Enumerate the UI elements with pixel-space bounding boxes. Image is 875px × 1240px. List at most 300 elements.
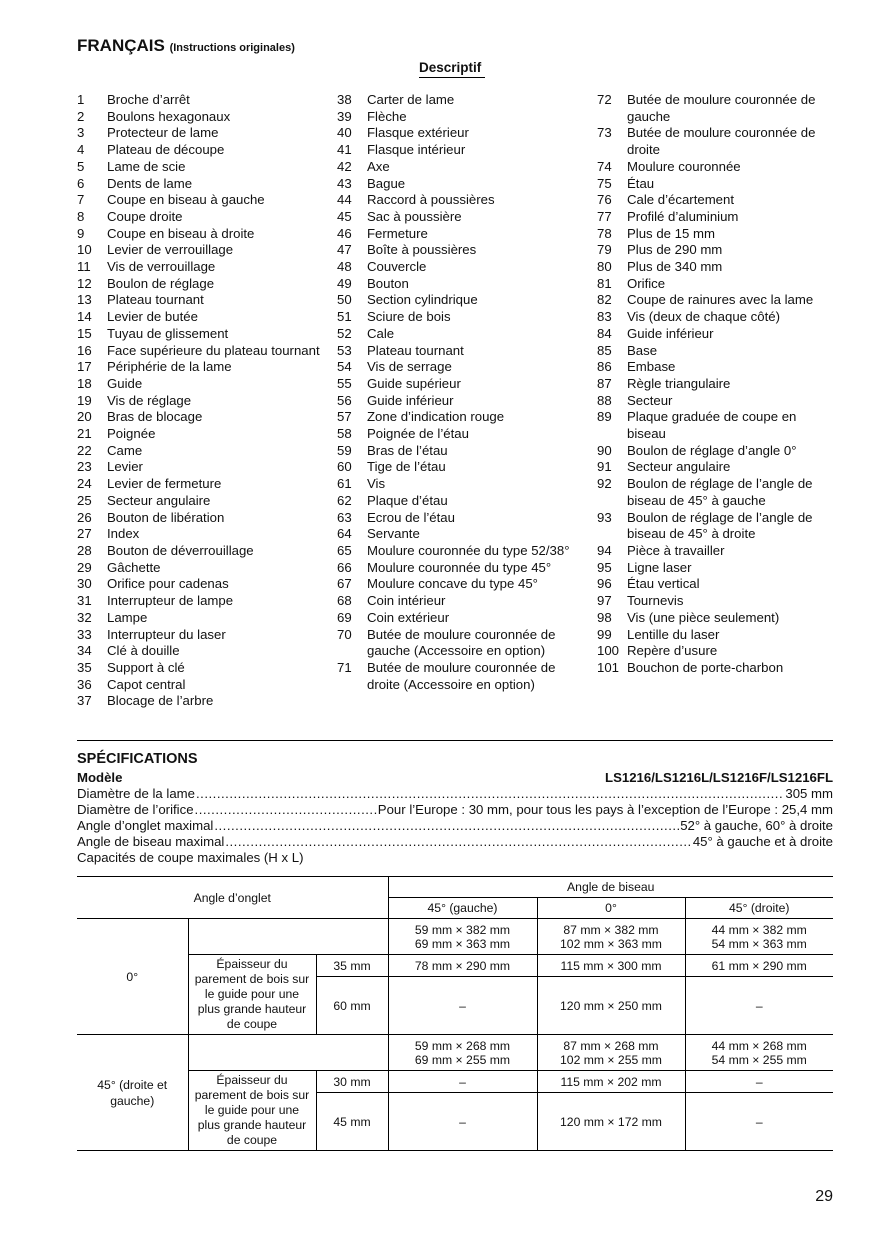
part-label: Butée de moulure couronnée de droite (Accessoire en option) bbox=[367, 659, 556, 692]
part-item bbox=[337, 159, 587, 176]
bevel-col-center: 0° bbox=[537, 898, 685, 919]
part-label: Étau vertical bbox=[627, 576, 700, 592]
part-item bbox=[77, 643, 327, 660]
part-item bbox=[337, 393, 587, 410]
part-number: 85 bbox=[597, 342, 612, 358]
part-item bbox=[337, 109, 587, 126]
part-item bbox=[77, 426, 327, 443]
part-label: Sciure de bois bbox=[367, 309, 451, 325]
part-item bbox=[597, 226, 833, 243]
part-label: Repère d’usure bbox=[627, 643, 718, 659]
part-label: Dents de lame bbox=[107, 175, 193, 191]
part-number: 27 bbox=[77, 526, 92, 542]
specifications-title: SPÉCIFICATIONS bbox=[77, 751, 198, 767]
miter-angle-0: 0° bbox=[77, 919, 188, 1035]
part-item bbox=[77, 693, 327, 710]
part-item bbox=[337, 309, 587, 326]
part-item bbox=[337, 242, 587, 259]
part-item bbox=[77, 627, 327, 644]
part-number: 101 bbox=[597, 659, 620, 675]
part-item bbox=[77, 142, 327, 159]
part-label: Butée de moulure couronnée de gauche (Accessoire en option) bbox=[367, 626, 556, 659]
part-label: Poignée de l’étau bbox=[367, 426, 469, 442]
part-item bbox=[337, 443, 587, 460]
part-item bbox=[77, 242, 327, 259]
part-item bbox=[77, 109, 327, 126]
part-item bbox=[77, 443, 327, 460]
part-number: 77 bbox=[597, 208, 612, 224]
part-number: 61 bbox=[337, 476, 352, 492]
part-item bbox=[597, 276, 833, 293]
part-item bbox=[597, 176, 833, 193]
language-title: FRANÇAIS bbox=[77, 36, 165, 55]
part-label: Bouton bbox=[367, 275, 409, 291]
part-number: 55 bbox=[337, 375, 352, 391]
part-label: Support à clé bbox=[107, 659, 185, 675]
part-item bbox=[77, 209, 327, 226]
part-item bbox=[337, 610, 587, 627]
part-number: 43 bbox=[337, 175, 352, 191]
capacity-cell: 120 mm × 250 mm bbox=[537, 977, 685, 1035]
part-number: 46 bbox=[337, 225, 352, 241]
spec-label: Angle de biseau maximal bbox=[77, 834, 225, 849]
part-label: Interrupteur de lampe bbox=[107, 593, 234, 609]
part-item bbox=[77, 176, 327, 193]
capacity-cell: 44 mm × 382 mm 54 mm × 363 mm bbox=[685, 919, 833, 955]
part-label: Coupe en biseau à droite bbox=[107, 225, 255, 241]
parts-column-2 bbox=[337, 92, 587, 693]
part-item bbox=[77, 409, 327, 426]
part-label: Bras de l’étau bbox=[367, 442, 448, 458]
part-item bbox=[597, 209, 833, 226]
part-label: Moulure couronnée bbox=[627, 158, 741, 174]
part-label: Plus de 340 mm bbox=[627, 259, 723, 275]
model-row bbox=[77, 770, 833, 786]
part-number: 51 bbox=[337, 309, 352, 325]
capacity-cell: 59 mm × 382 mm 69 mm × 363 mm bbox=[388, 919, 537, 955]
part-item bbox=[337, 125, 587, 142]
part-number: 18 bbox=[77, 375, 92, 391]
part-label: Boulon de réglage d’angle 0° bbox=[627, 442, 797, 458]
part-number: 38 bbox=[337, 92, 352, 107]
part-number: 1 bbox=[77, 92, 85, 107]
capacity-cell: 87 mm × 382 mm 102 mm × 363 mm bbox=[537, 919, 685, 955]
part-item bbox=[597, 259, 833, 276]
capacity-cell: – bbox=[685, 1071, 833, 1093]
part-number: 82 bbox=[597, 292, 612, 308]
part-item bbox=[77, 560, 327, 577]
facing-thickness: 30 mm bbox=[316, 1071, 388, 1093]
part-number: 39 bbox=[337, 108, 352, 124]
part-item bbox=[597, 242, 833, 259]
part-item bbox=[597, 643, 833, 660]
part-label: Zone d’indication rouge bbox=[367, 409, 505, 425]
part-item bbox=[337, 259, 587, 276]
part-label: Cale d’écartement bbox=[627, 192, 735, 208]
capacities-label: Capacités de coupe maximales (H x L) bbox=[77, 850, 304, 865]
part-number: 26 bbox=[77, 509, 92, 525]
bevel-angle-header: Angle de biseau bbox=[388, 877, 833, 898]
part-label: Coin intérieur bbox=[367, 593, 446, 609]
part-label: Embase bbox=[627, 359, 676, 375]
part-number: 64 bbox=[337, 526, 352, 542]
part-label: Étau bbox=[627, 175, 655, 191]
part-item bbox=[597, 92, 833, 125]
part-item bbox=[337, 226, 587, 243]
page-number: 29 bbox=[815, 1188, 833, 1205]
part-number: 53 bbox=[337, 342, 352, 358]
part-item bbox=[77, 309, 327, 326]
capacity-cell: – bbox=[388, 1071, 537, 1093]
part-label: Index bbox=[107, 526, 140, 542]
part-label: Vis de verrouillage bbox=[107, 259, 216, 275]
part-item bbox=[597, 192, 833, 209]
part-number: 58 bbox=[337, 426, 352, 442]
part-item bbox=[77, 677, 327, 694]
part-item bbox=[337, 543, 587, 560]
part-label: Orifice bbox=[627, 275, 666, 291]
part-number: 25 bbox=[77, 492, 92, 508]
part-label: Plateau tournant bbox=[367, 342, 464, 358]
capacity-cell: 115 mm × 300 mm bbox=[537, 955, 685, 977]
part-label: Servante bbox=[367, 526, 420, 542]
part-item bbox=[597, 292, 833, 309]
part-item bbox=[77, 610, 327, 627]
part-label: Tige de l’étau bbox=[367, 459, 446, 475]
part-number: 76 bbox=[597, 192, 612, 208]
part-number: 52 bbox=[337, 325, 352, 341]
part-label: Guide inférieur bbox=[627, 325, 714, 341]
part-number: 59 bbox=[337, 442, 352, 458]
spec-label: Diamètre de la lame bbox=[77, 786, 196, 801]
part-item bbox=[77, 226, 327, 243]
part-item bbox=[337, 593, 587, 610]
part-label: Moulure couronnée du type 52/38° bbox=[367, 542, 570, 558]
part-number: 72 bbox=[597, 92, 612, 107]
part-number: 100 bbox=[597, 643, 620, 659]
part-item bbox=[77, 159, 327, 176]
part-number: 31 bbox=[77, 593, 92, 609]
miter-angle-45: 45° (droite et gauche) bbox=[77, 1035, 188, 1151]
part-item bbox=[77, 476, 327, 493]
part-label: Lentille du laser bbox=[627, 626, 720, 642]
part-number: 48 bbox=[337, 259, 352, 275]
part-number: 13 bbox=[77, 292, 92, 308]
part-number: 28 bbox=[77, 542, 92, 558]
part-label: Butée de moulure couronnée de gauche bbox=[627, 92, 816, 124]
spec-label: Diamètre de l’orifice bbox=[77, 802, 194, 817]
part-item bbox=[337, 292, 587, 309]
part-number: 93 bbox=[597, 509, 612, 525]
capacity-cell: – bbox=[388, 1093, 537, 1151]
part-item bbox=[77, 259, 327, 276]
part-label: Came bbox=[107, 442, 143, 458]
part-label: Levier de butée bbox=[107, 309, 198, 325]
part-label: Flèche bbox=[367, 108, 407, 124]
part-number: 20 bbox=[77, 409, 92, 425]
part-item bbox=[77, 593, 327, 610]
part-label: Bague bbox=[367, 175, 406, 191]
part-number: 66 bbox=[337, 559, 352, 575]
specifications-list bbox=[77, 770, 833, 866]
capacity-cell: 120 mm × 172 mm bbox=[537, 1093, 685, 1151]
part-label: Boulon de réglage bbox=[107, 275, 215, 291]
part-number: 5 bbox=[77, 158, 85, 174]
part-number: 37 bbox=[77, 693, 92, 709]
capacity-cell: – bbox=[388, 977, 537, 1035]
part-number: 60 bbox=[337, 459, 352, 475]
part-number: 47 bbox=[337, 242, 352, 258]
part-item bbox=[597, 560, 833, 577]
part-label: Moulure concave du type 45° bbox=[367, 576, 538, 592]
part-number: 15 bbox=[77, 325, 92, 341]
part-label: Boulon de réglage de l’angle de biseau de 45° à gauche bbox=[627, 476, 813, 508]
part-label: Flasque extérieur bbox=[367, 125, 469, 141]
part-number: 78 bbox=[597, 225, 612, 241]
capacity-cell: 115 mm × 202 mm bbox=[537, 1071, 685, 1093]
part-number: 21 bbox=[77, 426, 92, 442]
part-label: Plus de 290 mm bbox=[627, 242, 723, 258]
part-number: 56 bbox=[337, 392, 352, 408]
part-number: 83 bbox=[597, 309, 612, 325]
part-number: 94 bbox=[597, 542, 612, 558]
part-item bbox=[337, 343, 587, 360]
part-label: Secteur angulaire bbox=[107, 492, 211, 508]
bevel-col-right: 45° (droite) bbox=[685, 898, 833, 919]
part-label: Bouchon de porte-charbon bbox=[627, 659, 784, 675]
part-label: Couvercle bbox=[367, 259, 427, 275]
part-number: 41 bbox=[337, 142, 352, 158]
part-label: Coin extérieur bbox=[367, 609, 450, 625]
part-item bbox=[337, 92, 587, 109]
part-item bbox=[77, 359, 327, 376]
part-number: 9 bbox=[77, 225, 85, 241]
descriptif-title: Descriptif bbox=[419, 60, 485, 78]
part-number: 17 bbox=[77, 359, 92, 375]
part-item bbox=[597, 610, 833, 627]
part-label: Lampe bbox=[107, 609, 148, 625]
part-number: 22 bbox=[77, 442, 92, 458]
parts-column-3 bbox=[597, 92, 833, 677]
spec-value: 305 mm bbox=[785, 786, 833, 801]
part-number: 63 bbox=[337, 509, 352, 525]
part-label: Tournevis bbox=[627, 593, 684, 609]
part-number: 62 bbox=[337, 492, 352, 508]
part-label: Plaque graduée de coupe en biseau bbox=[627, 409, 797, 442]
spec-row bbox=[77, 786, 833, 802]
part-label: Boulons hexagonaux bbox=[107, 108, 231, 124]
part-number: 68 bbox=[337, 593, 352, 609]
part-label: Guide inférieur bbox=[367, 392, 454, 408]
part-label: Coupe de rainures avec la lame bbox=[627, 292, 814, 308]
part-item bbox=[337, 192, 587, 209]
part-number: 67 bbox=[337, 576, 352, 592]
part-number: 89 bbox=[597, 409, 612, 425]
part-label: Pièce à travailler bbox=[627, 542, 725, 558]
part-item bbox=[597, 409, 833, 442]
spec-label: Angle d’onglet maximal bbox=[77, 818, 214, 833]
part-label: Bras de blocage bbox=[107, 409, 203, 425]
part-item bbox=[77, 660, 327, 677]
part-item bbox=[77, 276, 327, 293]
part-item bbox=[597, 593, 833, 610]
part-number: 69 bbox=[337, 609, 352, 625]
bevel-col-left: 45° (gauche) bbox=[388, 898, 537, 919]
part-label: Coupe droite bbox=[107, 208, 183, 224]
part-label: Protecteur de lame bbox=[107, 125, 219, 141]
part-number: 8 bbox=[77, 208, 85, 224]
spec-row bbox=[77, 834, 833, 850]
part-label: Tuyau de glissement bbox=[107, 325, 229, 341]
part-number: 92 bbox=[597, 476, 612, 492]
part-number: 81 bbox=[597, 275, 612, 291]
part-label: Vis (une pièce seulement) bbox=[627, 609, 780, 625]
part-number: 71 bbox=[337, 659, 352, 675]
part-label: Plus de 15 mm bbox=[627, 225, 715, 241]
part-label: Vis bbox=[367, 476, 386, 492]
part-item bbox=[77, 459, 327, 476]
part-number: 50 bbox=[337, 292, 352, 308]
part-item bbox=[597, 443, 833, 460]
part-number: 97 bbox=[597, 593, 612, 609]
part-label: Secteur angulaire bbox=[627, 459, 731, 475]
part-label: Fermeture bbox=[367, 225, 428, 241]
part-item bbox=[597, 359, 833, 376]
part-item bbox=[597, 459, 833, 476]
part-label: Vis de réglage bbox=[107, 392, 192, 408]
part-number: 96 bbox=[597, 576, 612, 592]
part-item bbox=[597, 627, 833, 644]
part-label: Interrupteur du laser bbox=[107, 626, 226, 642]
part-number: 33 bbox=[77, 626, 92, 642]
part-label: Profilé d’aluminium bbox=[627, 208, 739, 224]
part-number: 12 bbox=[77, 275, 92, 291]
part-label: Axe bbox=[367, 158, 390, 174]
part-number: 30 bbox=[77, 576, 92, 592]
part-number: 6 bbox=[77, 175, 85, 191]
part-label: Levier bbox=[107, 459, 143, 475]
part-number: 29 bbox=[77, 559, 92, 575]
capacity-cell: 78 mm × 290 mm bbox=[388, 955, 537, 977]
part-item bbox=[337, 510, 587, 527]
part-item bbox=[77, 543, 327, 560]
part-item bbox=[337, 376, 587, 393]
spec-row bbox=[77, 802, 833, 818]
part-label: Levier de verrouillage bbox=[107, 242, 234, 258]
part-item bbox=[337, 476, 587, 493]
part-label: Coupe en biseau à gauche bbox=[107, 192, 265, 208]
part-label: Secteur bbox=[627, 392, 673, 408]
part-number: 42 bbox=[337, 158, 352, 174]
part-label: Lame de scie bbox=[107, 158, 186, 174]
part-label: Plateau tournant bbox=[107, 292, 204, 308]
part-label: Capot central bbox=[107, 676, 186, 692]
part-item bbox=[597, 476, 833, 509]
part-item bbox=[77, 393, 327, 410]
part-number: 11 bbox=[77, 259, 91, 275]
part-label: Base bbox=[627, 342, 658, 358]
part-label: Gâchette bbox=[107, 559, 161, 575]
part-number: 84 bbox=[597, 325, 612, 341]
spec-value: Pour l’Europe : 30 mm, pour tous les pays à l’exception de l’Europe : 25,4 mm bbox=[377, 802, 833, 817]
manual-page bbox=[77, 0, 833, 1240]
part-number: 45 bbox=[337, 208, 352, 224]
part-number: 35 bbox=[77, 659, 92, 675]
part-item bbox=[337, 142, 587, 159]
part-number: 49 bbox=[337, 275, 352, 291]
part-item bbox=[597, 660, 833, 677]
part-label: Périphérie de la lame bbox=[107, 359, 232, 375]
part-item bbox=[597, 576, 833, 593]
part-item bbox=[77, 376, 327, 393]
part-label: Levier de fermeture bbox=[107, 476, 222, 492]
part-number: 80 bbox=[597, 259, 612, 275]
capacity-cell: 59 mm × 268 mm 69 mm × 255 mm bbox=[388, 1035, 537, 1071]
part-number: 34 bbox=[77, 643, 92, 659]
part-label: Butée de moulure couronnée de droite bbox=[627, 125, 816, 158]
part-item bbox=[77, 576, 327, 593]
part-item bbox=[337, 276, 587, 293]
part-item bbox=[597, 376, 833, 393]
part-item bbox=[597, 309, 833, 326]
part-item bbox=[337, 660, 587, 693]
part-label: Broche d’arrêt bbox=[107, 92, 190, 107]
part-label: Orifice pour cadenas bbox=[107, 576, 229, 592]
part-label: Moulure couronnée du type 45° bbox=[367, 559, 552, 575]
part-item bbox=[337, 627, 587, 660]
part-number: 7 bbox=[77, 192, 85, 208]
part-item bbox=[77, 510, 327, 527]
part-number: 54 bbox=[337, 359, 352, 375]
part-label: Face supérieure du plateau tournant bbox=[107, 342, 320, 358]
language-subtitle: (Instructions originales) bbox=[169, 42, 295, 54]
capacity-cell: 87 mm × 268 mm 102 mm × 255 mm bbox=[537, 1035, 685, 1071]
model-value: LS1216/LS1216L/LS1216F/LS1216FL bbox=[605, 770, 833, 785]
part-item bbox=[337, 209, 587, 226]
part-label: Bouton de libération bbox=[107, 509, 225, 525]
part-label: Blocage de l’arbre bbox=[107, 693, 214, 709]
part-label: Vis (deux de chaque côté) bbox=[627, 309, 780, 325]
part-number: 88 bbox=[597, 392, 612, 408]
part-label: Sac à poussière bbox=[367, 208, 462, 224]
part-item bbox=[597, 510, 833, 543]
part-item bbox=[77, 526, 327, 543]
part-label: Cale bbox=[367, 325, 395, 341]
part-label: Vis de serrage bbox=[367, 359, 452, 375]
part-item bbox=[77, 92, 327, 109]
part-item bbox=[337, 176, 587, 193]
language-heading bbox=[77, 36, 295, 56]
part-number: 79 bbox=[597, 242, 612, 258]
part-item bbox=[337, 459, 587, 476]
part-label: Boîte à poussières bbox=[367, 242, 477, 258]
part-item bbox=[77, 343, 327, 360]
part-label: Carter de lame bbox=[367, 92, 455, 107]
part-label: Bouton de déverrouillage bbox=[107, 542, 254, 558]
spec-value: 45° à gauche et à droite bbox=[692, 834, 833, 849]
part-item bbox=[597, 343, 833, 360]
part-label: Raccord à poussières bbox=[367, 192, 495, 208]
part-label: Guide supérieur bbox=[367, 375, 461, 391]
part-number: 44 bbox=[337, 192, 352, 208]
part-number: 32 bbox=[77, 609, 92, 625]
part-item bbox=[337, 409, 587, 426]
part-item bbox=[337, 576, 587, 593]
part-number: 73 bbox=[597, 125, 612, 141]
part-number: 95 bbox=[597, 559, 612, 575]
wood-facing-label: Épaisseur du parement de bois sur le guide pour une plus grande hauteur de coupe bbox=[188, 955, 316, 1035]
part-item bbox=[77, 125, 327, 142]
